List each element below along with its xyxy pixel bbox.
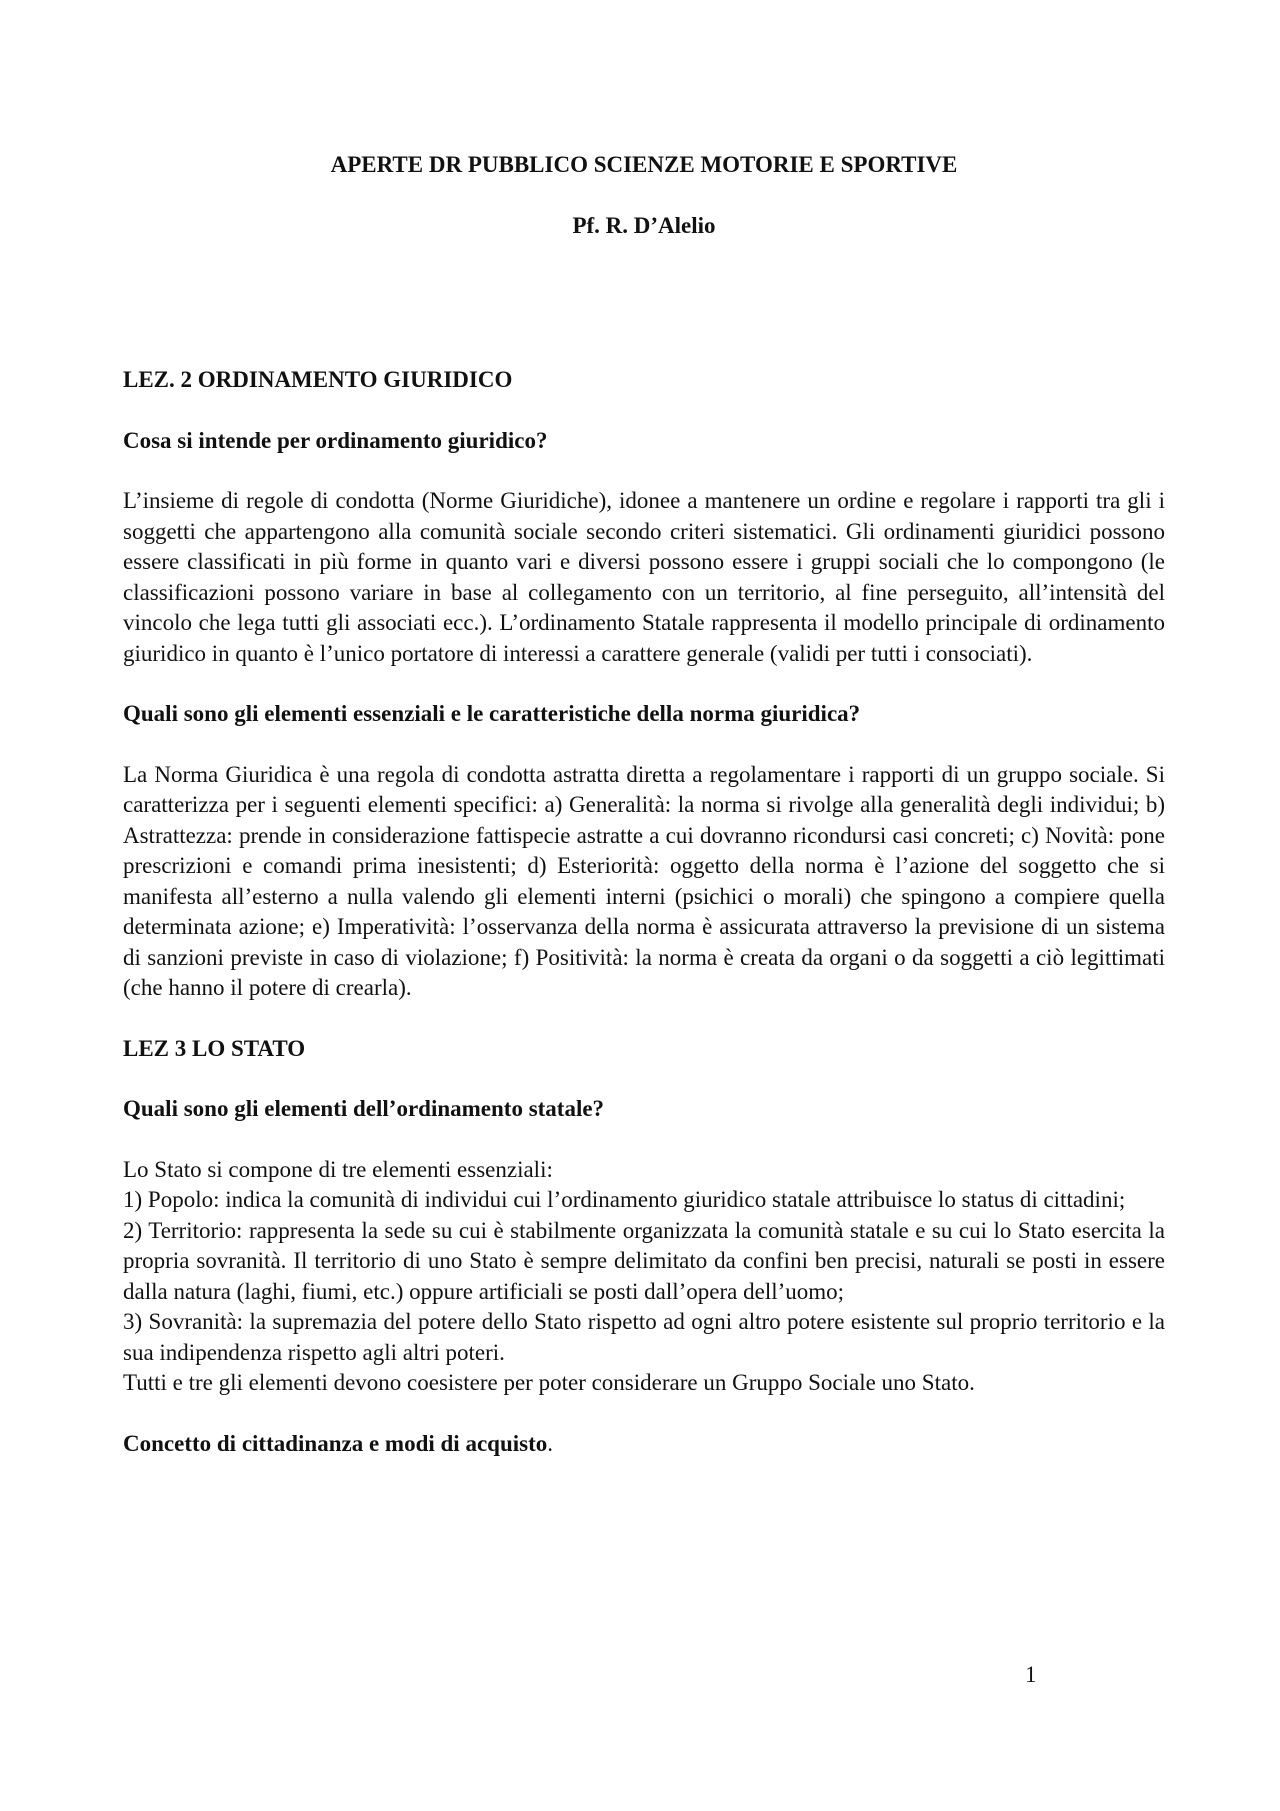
list-item-popolo: 1) Popolo: indica la comunità di individui cui l’ordinamento giuridico statale attribuisce lo status di cittadini; [123,1187,1126,1212]
question-cittadinanza-text: Concetto di cittadinanza e modi di acquisto [123,1430,548,1456]
page-content [123,150,1165,1459]
page-number: 1 [1025,1662,1037,1687]
elements-list [123,1155,1165,1399]
question-norma: Quali sono gli elementi essenziali e le caratteristiche della norma giuridica? [123,701,861,726]
list-item-territorio: 2) Territorio: rappresenta la sede su cui è stabilmente organizzata la comunità statale e su cui lo Stato esercita la propria sovranità. Il territorio di uno Stato è sempre delimitato da confini ben precisi, naturali se posti in essere dalla natura (laghi, fiumi, etc.) oppure artificiali se posti dall’opera dell’uomo; [123,1217,1165,1304]
question-elementi-statali: Quali sono gli elementi dell’ordinamento statale? [123,1096,605,1121]
document-author: Pf. R. D’Alelio [572,212,716,238]
answer-norma: La Norma Giuridica è una regola di condotta astratta diretta a regolamentare i rapporti di un gruppo sociale. Si caratterizza per i seguenti elementi specifici: a) Generalità: la norma si rivolge alla generalità degli individui; b) Astrattezza: prende in considerazione fattispecie astratte a cui dovranno ricondursi casi concreti; c) Novità: pone prescrizioni e comandi prima inesistenti; d) Esteriorità: oggetto della norma è l’azione del soggetto che si manifesta all’esterno a nulla valendo gli elementi interni (psichici o morali) che spingono a compiere quella determinata azione; e) Imperatività: l’osservanza della norma è assicurata attraverso la previsione di un sistema di sanzioni previste in caso di violazione; f) Positività: la norma è creata da organi o da soggetti a ciò legittimati (che hanno il potere di crearla). [123,761,1165,1000]
section-heading-lez3: LEZ 3 LO STATO [123,1035,306,1061]
list-item-sovranita: 3) Sovranità: la supremazia del potere dello Stato rispetto ad ogni altro potere esistente sul proprio territorio e la sua indipendenza rispetto agli altri poteri. [123,1309,1165,1365]
list-intro: Lo Stato si compone di tre elementi essenziali: [123,1156,553,1182]
section-heading-lez2: LEZ. 2 ORDINAMENTO GIURIDICO [123,367,513,392]
list-conclusion: Tutti e tre gli elementi devono coesistere per poter considerare un Gruppo Sociale uno Stato. [123,1370,975,1395]
answer-ordinamento: L’insieme di regole di condotta (Norme Giuridiche), idonee a mantenere un ordine e regolare i rapporti tra gli i soggetti che appartengono alla comunità sociale secondo criteri sistematici. Gli ordinamenti giuridici possono essere classificati in più forme in quanto vari e diversi possono essere i gruppi sociali che lo compongono (le classificazioni possono variare in base al collegamento con un territorio, al fine perseguito, all’intensità del vincolo che lega tutti gli associati ecc.). L’ordinamento Statale rappresenta il modello principale di ordinamento giuridico in quanto è l’unico portatore di interessi a carattere generale (validi per tutti i consociati). [123,488,1165,666]
question-ordinamento: Cosa si intende per ordinamento giuridico? [123,427,548,453]
question-cittadinanza [123,1429,1165,1460]
document-title: APERTE DR PUBBLICO SCIENZE MOTORIE E SPORTIVE [330,152,958,177]
question-cittadinanza-period: . [547,1430,553,1456]
